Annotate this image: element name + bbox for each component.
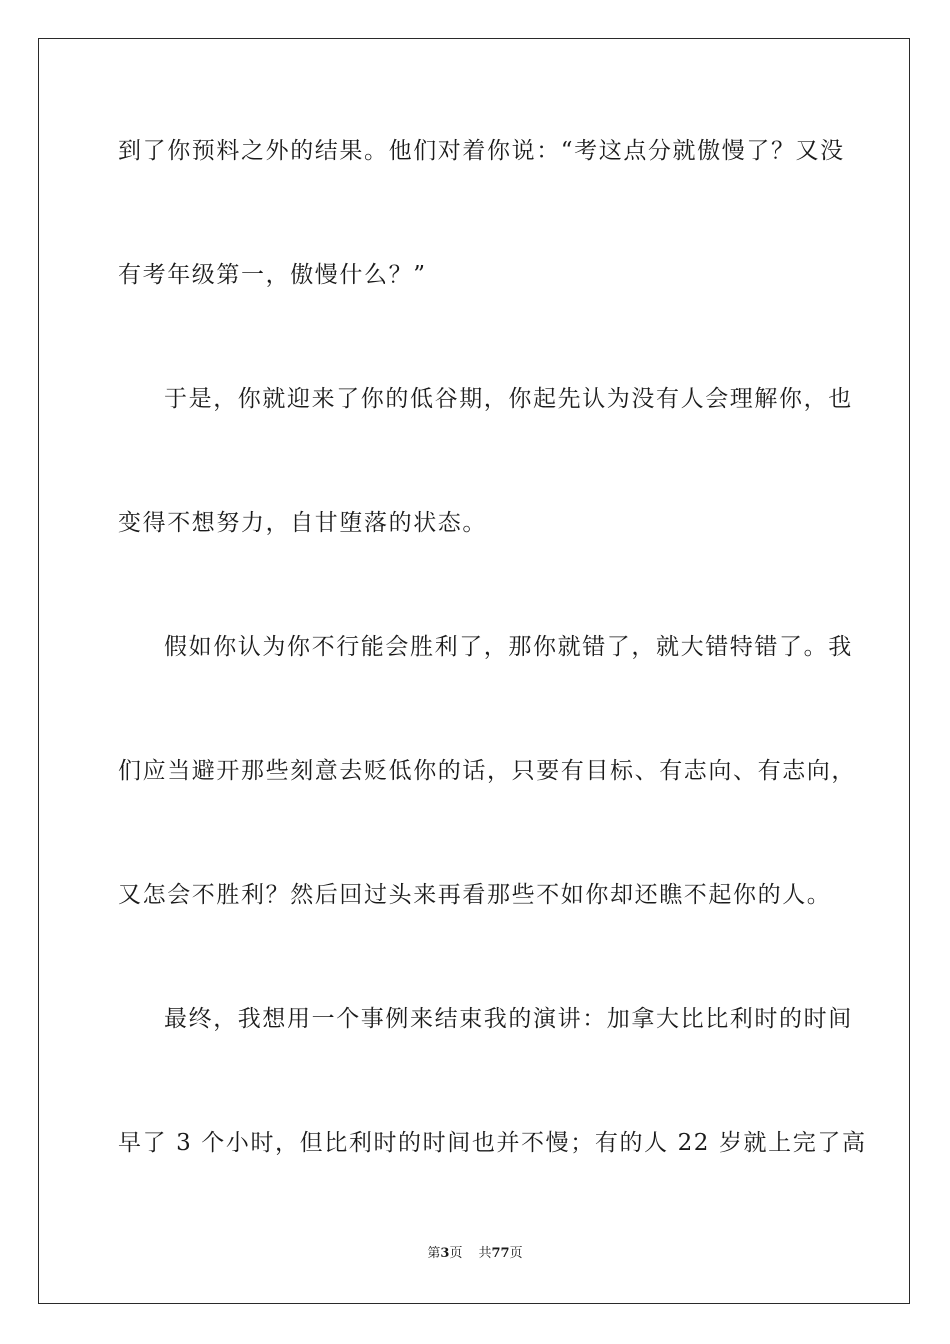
page-prefix: 第 [427,1246,441,1261]
text-line-3: 于是，你就迎来了你的低谷期，你起先认为没有人会理解你，也 [164,386,853,412]
total-suffix: 页 [509,1246,523,1261]
text-line-9: 早了 3 个小时，但比利时的时间也并不慢；有的人 22 岁就上完了高 [118,1130,867,1156]
total-prefix: 共 [478,1246,492,1261]
text-line-4: 变得不想努力，自甘堕落的状态。 [118,510,487,536]
page-border [38,38,910,1304]
page-suffix: 页 [449,1246,463,1261]
page-footer [0,1245,950,1263]
text-line-1: 到了你预料之外的结果。他们对着你说：“考这点分就傲慢了？又没 [118,138,845,164]
text-line-7: 又怎会不胜利？然后回过头来再看那些不如你却还瞧不起你的人。 [118,882,832,908]
text-line-6: 们应当避开那些刻意去贬低你的话，只要有目标、有志向、有志向， [118,758,856,784]
page-number: 3 [440,1246,450,1261]
text-line-2: 有考年级第一，傲慢什么？” [118,262,427,288]
total-pages: 77 [491,1246,510,1261]
text-line-8: 最终，我想用一个事例来结束我的演讲：加拿大比比利时的时间 [164,1006,853,1032]
text-line-5: 假如你认为你不行能会胜利了，那你就错了，就大错特错了。我 [164,634,853,660]
